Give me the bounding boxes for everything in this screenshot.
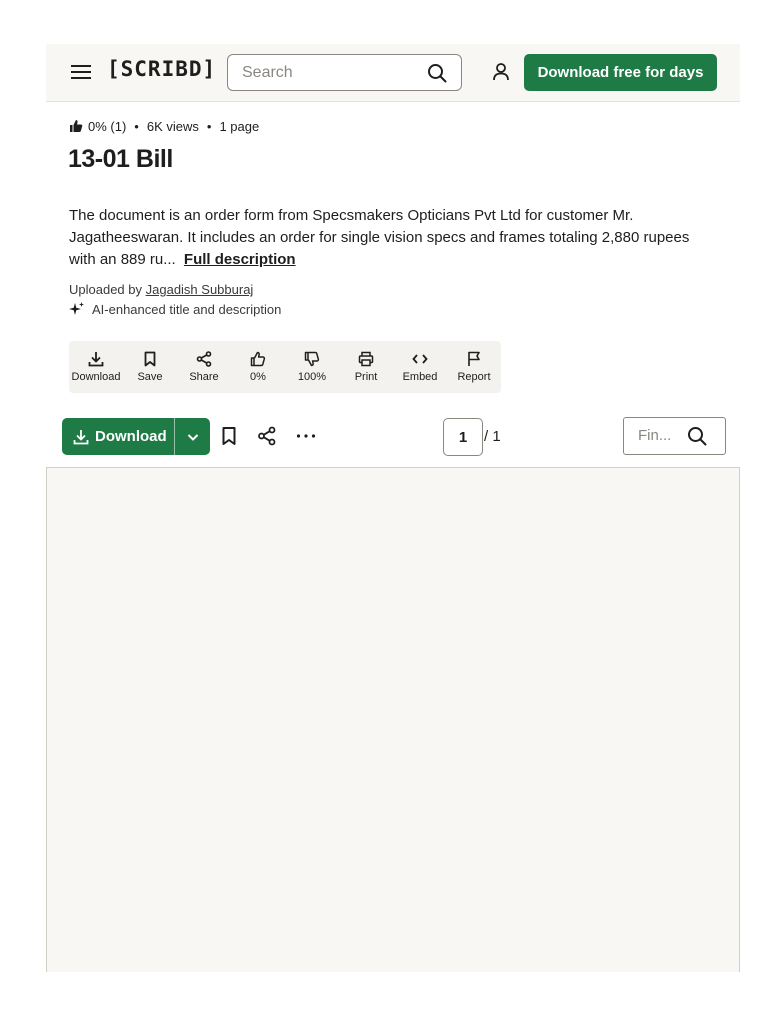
separator-dot: • [134, 118, 139, 134]
bookmark-icon[interactable] [219, 426, 239, 446]
bookmark-icon [142, 351, 158, 367]
thumbs-down-icon [304, 351, 320, 367]
document-stats [69, 117, 259, 135]
download-button-label: Download [95, 428, 167, 445]
ai-note-text: AI-enhanced title and description [92, 301, 282, 317]
separator-dot: • [206, 118, 212, 134]
user-account-icon[interactable] [492, 62, 510, 82]
top-header [46, 44, 740, 102]
page-total: / 1 [484, 428, 501, 445]
embed-icon [412, 351, 428, 367]
flag-icon [466, 351, 482, 367]
download-button[interactable] [62, 418, 174, 455]
share-icon [196, 351, 212, 367]
pages-text: 1 page [219, 118, 260, 134]
action-like[interactable] [231, 341, 285, 393]
search-box[interactable] [227, 54, 462, 91]
action-save[interactable] [123, 341, 177, 393]
action-label: Print [354, 371, 378, 383]
uploader-link[interactable]: Jagadish Subburaj [145, 282, 254, 297]
description-text: The document is an order form from Specsmakers Opticians Pvt Ltd for customer Mr. Jagatheeswaran. It includes an order for single vision specs and frames totaling 2,880 rupees with an 889 ru... [69, 207, 690, 268]
search-input[interactable] [242, 63, 422, 83]
share-icon[interactable] [257, 426, 277, 446]
uploaded-prefix: Uploaded by [69, 282, 142, 297]
action-label: Save [137, 371, 163, 383]
action-report[interactable] [447, 341, 501, 393]
thumbs-up-icon [69, 119, 83, 133]
thumbs-up-icon [250, 351, 266, 367]
action-embed[interactable] [393, 341, 447, 393]
ai-enhanced-note [69, 301, 281, 317]
scribd-logo[interactable]: [SCRIBD] [107, 57, 217, 81]
more-options-icon[interactable] [296, 426, 316, 446]
action-label: Report [457, 371, 491, 383]
chevron-down-icon [186, 430, 200, 444]
action-label: Share [189, 371, 219, 383]
action-label: Embed [402, 371, 438, 383]
print-icon [358, 351, 374, 367]
find-input[interactable] [638, 427, 678, 444]
download-icon [88, 351, 104, 367]
download-options-button[interactable] [175, 418, 210, 455]
download-split-button [62, 418, 210, 455]
full-description-link[interactable]: Full description [183, 251, 296, 268]
action-label: Download [71, 371, 121, 383]
document-actions [69, 341, 501, 393]
search-icon[interactable] [427, 63, 447, 83]
uploaded-by [69, 282, 253, 297]
hamburger-menu-icon[interactable] [71, 64, 91, 80]
search-icon[interactable] [687, 426, 707, 446]
download-icon [73, 429, 89, 445]
sparkle-icon [69, 301, 85, 317]
page-number-input[interactable]: 1 [443, 418, 483, 456]
document-description [69, 205, 719, 271]
download-free-button[interactable]: Download free for days [524, 54, 717, 91]
rating-text: 0% (1) [88, 118, 127, 134]
action-dislike[interactable] [285, 341, 339, 393]
action-label: 100% [297, 371, 327, 383]
action-download[interactable] [69, 341, 123, 393]
find-in-document[interactable] [623, 417, 726, 455]
document-viewer[interactable] [46, 467, 740, 972]
document-title: 13-01 Bill [68, 145, 173, 173]
action-print[interactable] [339, 341, 393, 393]
action-label: 0% [250, 371, 266, 383]
action-share[interactable] [177, 341, 231, 393]
views-text: 6K views [146, 118, 199, 134]
